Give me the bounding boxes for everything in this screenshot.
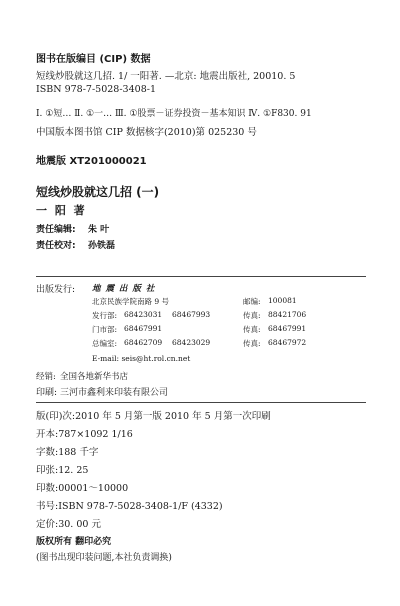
contact-phone-alt: 68467993 [172,310,211,319]
spec-print-run [36,480,128,494]
contact-label: 发行部: [92,311,118,320]
spec-value: 787×1092 1/16 [58,429,133,440]
spec-label: 字数: [36,447,59,458]
publisher-email: E-mail: seis@ht.rol.cn.net [92,354,191,363]
spec-value: 12. 25 [58,465,89,476]
spec-book-number [36,498,223,512]
spec-label: 印数: [36,483,59,494]
divider-bottom [36,402,366,403]
editor-label: 责任编辑: [36,225,76,235]
publisher-address: 北京民族学院南路 9 号 [92,297,170,306]
spec-price [36,516,101,530]
spec-value: 188 千字 [58,447,99,458]
publisher-label: 出版发行: [36,285,76,295]
contact-phone-alt: 68423029 [172,338,211,347]
quality-notice: (图书出现印装问题,本社负责调换) [36,553,172,563]
contact-phone: 68467991 [124,324,163,333]
editor-name: 朱 叶 [88,225,110,235]
fax-label: 传真: [243,311,261,320]
book-author: 一 阳 著 [36,204,87,217]
proofreader-label: 责任校对: [36,241,76,251]
spec-edition [36,408,271,422]
contact-phone: 68462709 [124,338,163,347]
publisher-logo-text: 地 震 出 版 社 [92,284,156,294]
distributor-label: 经销: [36,372,56,382]
fax-label: 传真: [243,339,261,348]
spec-value: ISBN 978-7-5028-3408-1/F (4332) [58,501,223,512]
postcode-label: 邮编: [243,297,261,306]
edition-code: 地震版 XT201000021 [36,156,147,167]
spec-label: 印张: [36,465,59,476]
cip-isbn-line: ISBN 978-7-5028-3408-1 [36,84,156,95]
contact-phone: 68423031 [124,310,163,319]
distributor-name: 全国各地新华书店 [60,372,129,382]
contact-label: 门市部: [92,325,118,334]
rights-statement: 版权所有 翻印必究 [36,537,112,547]
spec-label: 版(印)次: [36,411,76,422]
postcode-value: 100081 [268,296,297,305]
spec-label: 书号: [36,501,59,512]
fax-number: 68467991 [268,324,307,333]
spec-word-count [36,444,98,458]
spec-label: 开本: [36,429,59,440]
book-title: 短线炒股就这几招 (一) [36,185,160,199]
spec-value: 00001～10000 [58,483,129,494]
fax-number: 88421706 [268,310,307,319]
printer-name: 三河市鑫利来印装有限公司 [60,388,169,398]
fax-label: 传真: [243,325,261,334]
spec-sheets [36,462,88,476]
spec-value: 2010 年 5 月第一版 2010 年 5 月第一次印刷 [75,411,271,422]
cip-record-number: 中国版本图书馆 CIP 数据核字(2010)第 025230 号 [36,127,257,138]
proofreader-name: 孙铁磊 [88,241,116,251]
fax-number: 68467972 [268,338,307,347]
divider-top [36,276,366,277]
spec-value: 30. 00 元 [58,519,101,530]
spec-label: 定价: [36,519,59,530]
cip-heading: 图书在版编目 (CIP) 数据 [36,54,151,65]
cip-classification-line: Ⅰ. ①短… Ⅱ. ①一… Ⅲ. ①股票－证券投资－基本知识 Ⅳ. ①F830. 91 [36,109,312,119]
cip-catalog-line: 短线炒股就这几招. 1/ 一阳著. —北京: 地震出版社, 20010. 5 [36,71,296,82]
spec-format [36,426,133,440]
printer-label: 印刷: [36,388,58,398]
contact-label: 总编室: [92,339,118,348]
